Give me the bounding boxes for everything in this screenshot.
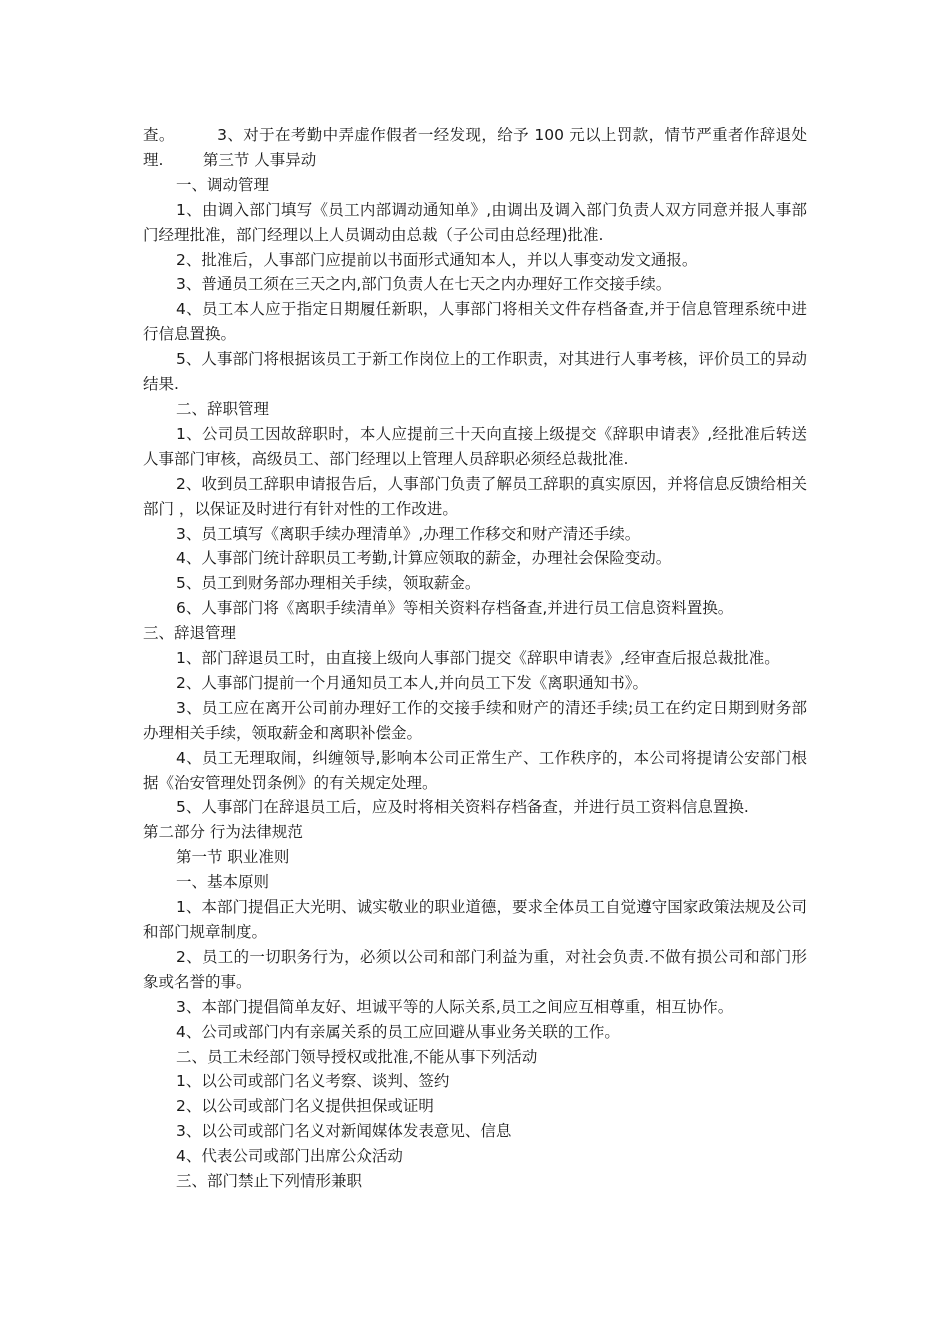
paragraph: 5、员工到财务部办理相关手续，领取薪金。: [176, 574, 481, 593]
paragraph: 三、辞退管理: [143, 624, 237, 643]
paragraph: 第一节 职业准则: [176, 848, 290, 867]
paragraph: 3、员工应在离开公司前办理好工作的交接手续和财产的清还手续;员工在约定日期到财务部办理相关手续，领取薪金和离职补偿金。: [143, 698, 807, 742]
paragraph: 4、代表公司或部门出席公众活动: [176, 1147, 403, 1166]
paragraph: 6、人事部门将《离职手续清单》等相关资料存档备查,并进行员工信息资料置换。: [176, 599, 734, 618]
paragraph: 5、人事部门将根据该员工于新工作岗位上的工作职责，对其进行人事考核，评价员工的异动结果.: [143, 350, 807, 394]
paragraph: 查。 3、对于在考勤中弄虚作假者一经发现，给予 100 元以上罚款，情节严重者作辞退处理. 第三节 人事异动: [143, 126, 807, 169]
paragraph: 第二部分 行为法律规范: [143, 823, 303, 842]
paragraph: 二、辞职管理: [176, 399, 270, 418]
paragraph: 5、人事部门在辞退员工后，应及时将相关资料存档备查，并进行员工资料信息置换.: [176, 798, 749, 817]
paragraph: 2、以公司或部门名义提供担保或证明: [176, 1097, 434, 1116]
paragraph: 1、公司员工因故辞职时，本人应提前三十天向直接上级提交《辞职申请表》,经批准后转送人事部门审核，高级员工、部门经理以上管理人员辞职必须经总裁批准.: [143, 424, 807, 468]
paragraph: 二、员工未经部门领导授权或批准,不能从事下列活动: [176, 1047, 538, 1066]
paragraph: 1、由调入部门填写《员工内部调动通知单》,由调出及调入部门负责人双方同意并报人事部门经理批准，部门经理以上人员调动由总裁（子公司由总经理)批准.: [143, 200, 807, 244]
paragraph: 3、本部门提倡简单友好、坦诚平等的人际关系,员工之间应互相尊重，相互协作。: [176, 997, 734, 1016]
paragraph: 2、批准后，人事部门应提前以书面形式通知本人，并以人事变动发文通报。: [176, 250, 698, 269]
paragraph: 2、收到员工辞职申请报告后，人事部门负责了解员工辞职的真实原因，并将信息反馈给相关部门 ，以保证及时进行有针对性的工作改进。: [143, 474, 807, 518]
paragraph: 1、以公司或部门名义考察、谈判、签约: [176, 1072, 450, 1091]
paragraph: 1、部门辞退员工时，由直接上级向人事部门提交《辞职申请表》,经审查后报总裁批准。: [176, 649, 780, 668]
paragraph: 4、人事部门统计辞职员工考勤,计算应领取的薪金，办理社会保险变动。: [176, 549, 672, 568]
paragraph: 2、员工的一切职务行为，必须以公司和部门利益为重，对社会负责.不做有损公司和部门形象或名誉的事。: [143, 947, 807, 991]
paragraph: 4、公司或部门内有亲属关系的员工应回避从事业务关联的工作。: [176, 1022, 620, 1041]
paragraph: 2、人事部门提前一个月通知员工本人,并向员工下发《离职通知书》。: [176, 673, 649, 692]
paragraph: 3、员工填写《离职手续办理清单》,办理工作移交和财产清还手续。: [176, 524, 641, 543]
paragraph: 4、员工本人应于指定日期履任新职，人事部门将相关文件存档备查,并于信息管理系统中进行信息置换。: [143, 300, 807, 344]
paragraph: 4、员工无理取闹，纠缠领导,影响本公司正常生产、工作秩序的，本公司将提请公安部门根据《治安管理处罚条例》的有关规定处理。: [143, 748, 807, 792]
paragraph: 一、调动管理: [176, 175, 270, 194]
paragraph: 3、普通员工须在三天之内,部门负责人在七天之内办理好工作交接手续。: [176, 275, 672, 294]
paragraph: 1、本部门提倡正大光明、诚实敬业的职业道德，要求全体员工自觉遵守国家政策法规及公司和部门规章制度。: [143, 898, 807, 941]
paragraph: 3、以公司或部门名义对新闻媒体发表意见、信息: [176, 1122, 512, 1141]
paragraph: 一、基本原则: [176, 873, 270, 892]
paragraph: 三、部门禁止下列情形兼职: [176, 1172, 363, 1191]
document-page: [143, 123, 807, 1194]
